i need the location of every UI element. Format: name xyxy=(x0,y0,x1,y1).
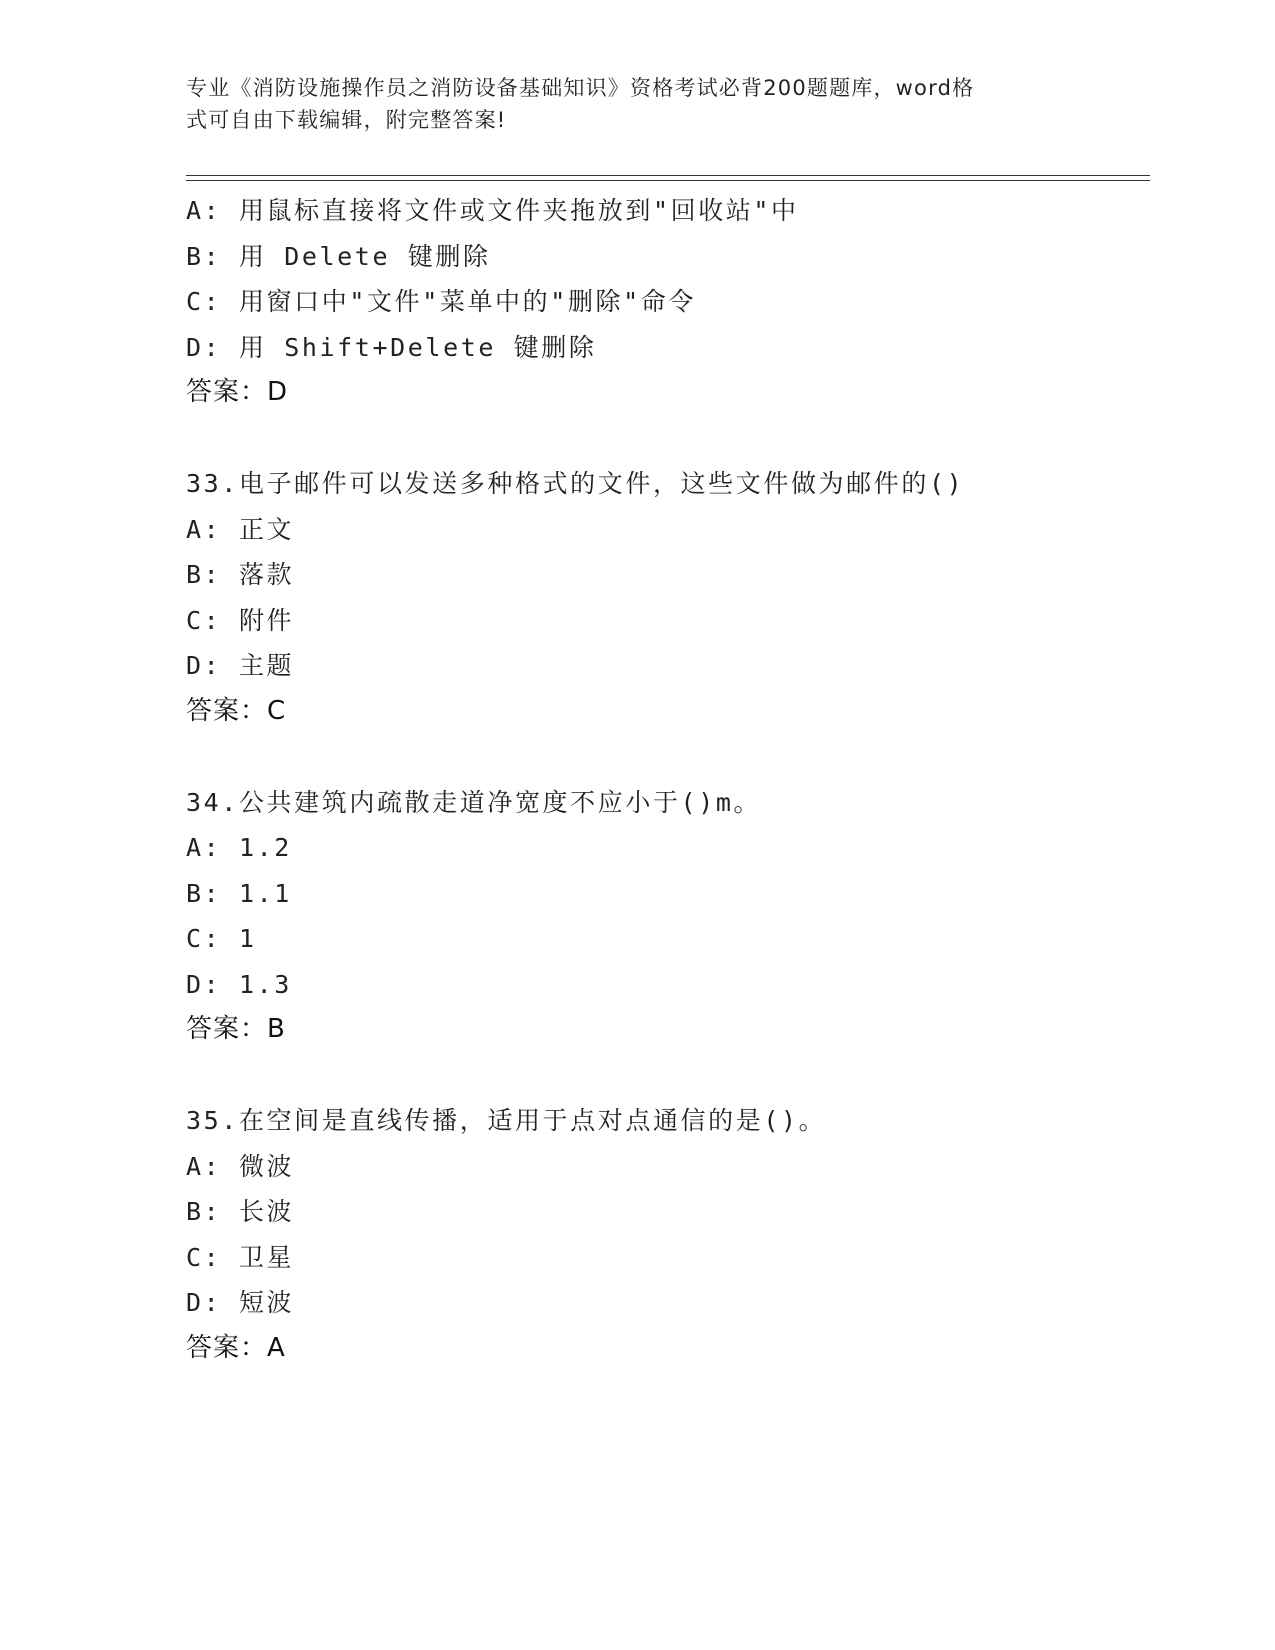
answer-line: 答案：A xyxy=(186,1332,286,1363)
answer-line: 答案：D xyxy=(186,377,289,407)
option-c: C: 卫星 xyxy=(186,1242,295,1272)
option-a: A: 1.2 xyxy=(186,833,292,862)
question-stem: 33.电子邮件可以发送多种格式的文件，这些文件做为邮件的() xyxy=(186,469,965,498)
question-stem: 35.在空间是直线传播，适用于点对点通信的是()。 xyxy=(186,1106,827,1135)
answer-line: 答案：B xyxy=(186,1014,286,1044)
spacer xyxy=(186,416,1146,462)
question-33 xyxy=(186,461,1146,734)
question-34 xyxy=(186,780,1146,1053)
answer-line: 答案：C xyxy=(186,695,287,726)
option-c: C: 用窗口中"文件"菜单中的"删除"命令 xyxy=(186,287,696,316)
spacer xyxy=(186,734,1146,780)
option-c: C: 附件 xyxy=(186,605,295,635)
option-d: D: 短波 xyxy=(186,1288,295,1317)
header-line-1: 专业《消防设施操作员之消防设备基础知识》资格考试必背200题题库，word格 xyxy=(186,76,975,100)
spacer xyxy=(186,1053,1146,1099)
option-a: A: 正文 xyxy=(186,514,295,544)
document-header xyxy=(186,72,1066,136)
question-stem: 34.公共建筑内疏散走道净宽度不应小于()m。 xyxy=(186,787,762,817)
option-b: B: 长波 xyxy=(186,1197,295,1226)
option-d: D: 1.3 xyxy=(186,969,292,999)
header-line-2: 式可自由下载编辑，附完整答案! xyxy=(186,108,507,132)
header-divider-top xyxy=(186,175,1150,176)
option-b: B: 1.1 xyxy=(186,878,292,908)
option-c: C: 1 xyxy=(186,924,257,953)
question-list xyxy=(186,188,1146,1371)
question-32-continued xyxy=(186,188,1146,416)
option-b: B: 落款 xyxy=(186,560,295,589)
question-35 xyxy=(186,1098,1146,1371)
option-a: A: 用鼠标直接将文件或文件夹拖放到"回收站"中 xyxy=(186,196,799,225)
option-b: B: 用 Delete 键删除 xyxy=(186,241,491,271)
header-divider-bottom xyxy=(186,180,1150,181)
option-d: D: 用 Shift+Delete 键删除 xyxy=(186,332,597,362)
option-a: A: 微波 xyxy=(186,1151,295,1181)
option-d: D: 主题 xyxy=(186,651,295,680)
